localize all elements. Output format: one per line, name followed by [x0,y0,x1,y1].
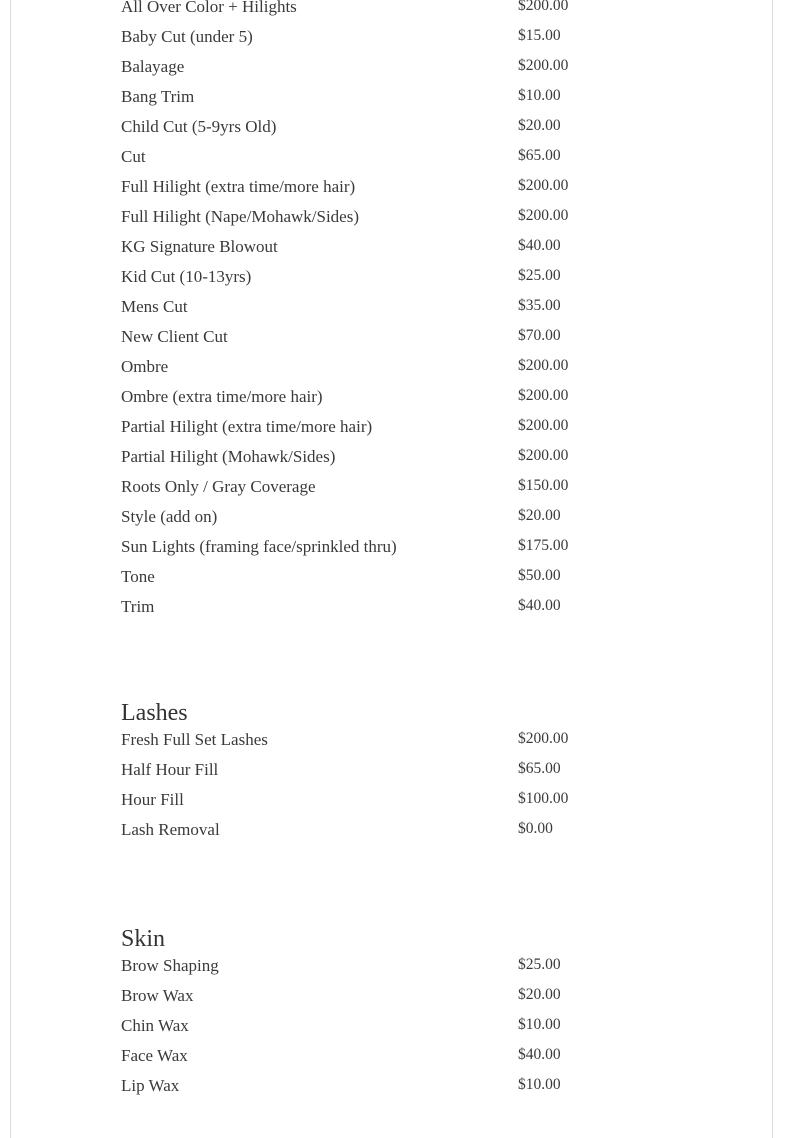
service-price: $200.00 [518,0,569,14]
service-price: $50.00 [518,567,561,584]
service-name: Tone [121,567,155,586]
service-price: $200.00 [518,207,569,224]
service-price: $65.00 [518,760,561,777]
service-price: $10.00 [518,1076,561,1093]
service-name: Balayage [121,57,185,76]
service-row [121,54,681,84]
service-row [121,474,681,504]
service-name: Lash Removal [121,820,220,839]
service-row [121,953,681,983]
service-name: Baby Cut (under 5) [121,27,253,46]
section-title-skin: Skin [121,926,166,952]
service-row [121,817,681,847]
service-price: $150.00 [518,477,569,494]
service-price: $40.00 [518,597,561,614]
service-price: $20.00 [518,117,561,134]
service-name: Partial Hilight (extra time/more hair) [121,417,373,436]
service-row [121,294,681,324]
service-row [121,114,681,144]
service-name: Roots Only / Gray Coverage [121,477,316,496]
service-name: Half Hour Fill [121,760,219,779]
service-row [121,354,681,384]
service-row [121,1073,681,1103]
service-row [121,504,681,534]
service-price: $65.00 [518,147,561,164]
service-price: $200.00 [518,730,569,747]
lashes-section [121,699,681,847]
service-price: $15.00 [518,27,561,44]
service-name: Bang Trim [121,87,195,106]
service-name: Ombre [121,357,169,376]
service-row [121,264,681,294]
service-row [121,144,681,174]
service-name: Cut [121,147,146,166]
service-row [121,414,681,444]
service-name: Style (add on) [121,507,218,526]
service-name: Lip Wax [121,1076,180,1095]
service-row [121,204,681,234]
service-name: Brow Shaping [121,956,219,975]
service-price: $10.00 [518,87,561,104]
service-row [121,174,681,204]
service-price: $20.00 [518,507,561,524]
service-price: $200.00 [518,387,569,404]
service-name: Child Cut (5-9yrs Old) [121,117,277,136]
service-price: $25.00 [518,956,561,973]
service-name: Sun Lights (framing face/sprinkled thru) [121,537,397,556]
service-name: Full Hilight (Nape/Mohawk/Sides) [121,207,359,226]
service-name: Hour Fill [121,790,184,809]
service-row [121,594,681,624]
service-price: $25.00 [518,267,561,284]
service-price: $200.00 [518,417,569,434]
service-name: New Client Cut [121,327,228,346]
section-title-lashes: Lashes [121,700,188,726]
service-name: Brow Wax [121,986,194,1005]
service-row [121,84,681,114]
service-row [121,757,681,787]
service-price: $175.00 [518,537,569,554]
service-row [121,444,681,474]
service-price: $0.00 [518,820,553,837]
service-row [121,787,681,817]
service-price: $20.00 [518,986,561,1003]
service-name: KG Signature Blowout [121,237,278,256]
service-name: Chin Wax [121,1016,189,1035]
service-name: Fresh Full Set Lashes [121,730,268,749]
service-price: $35.00 [518,297,561,314]
hair-service-list [121,0,681,624]
service-row [121,324,681,354]
service-price: $70.00 [518,327,561,344]
skin-section [121,925,681,1103]
service-price: $200.00 [518,57,569,74]
service-row [121,1013,681,1043]
service-row [121,983,681,1013]
service-name: Trim [121,597,155,616]
service-row [121,1043,681,1073]
service-name: Face Wax [121,1046,188,1065]
service-price: $40.00 [518,237,561,254]
service-row [121,727,681,757]
service-row [121,24,681,54]
service-name: Kid Cut (10-13yrs) [121,267,252,286]
service-name: Ombre (extra time/more hair) [121,387,323,406]
service-name: Mens Cut [121,297,188,316]
service-row [121,384,681,414]
service-row [121,534,681,564]
service-price: $40.00 [518,1046,561,1063]
service-price: $10.00 [518,1016,561,1033]
service-price: $200.00 [518,447,569,464]
service-price: $200.00 [518,177,569,194]
service-row [121,234,681,264]
service-name: Full Hilight (extra time/more hair) [121,177,356,196]
service-price: $100.00 [518,790,569,807]
service-row [121,564,681,594]
service-row [121,0,681,24]
service-name: All Over Color + Hilights [121,0,297,16]
service-price: $200.00 [518,357,569,374]
service-name: Partial Hilight (Mohawk/Sides) [121,447,336,466]
